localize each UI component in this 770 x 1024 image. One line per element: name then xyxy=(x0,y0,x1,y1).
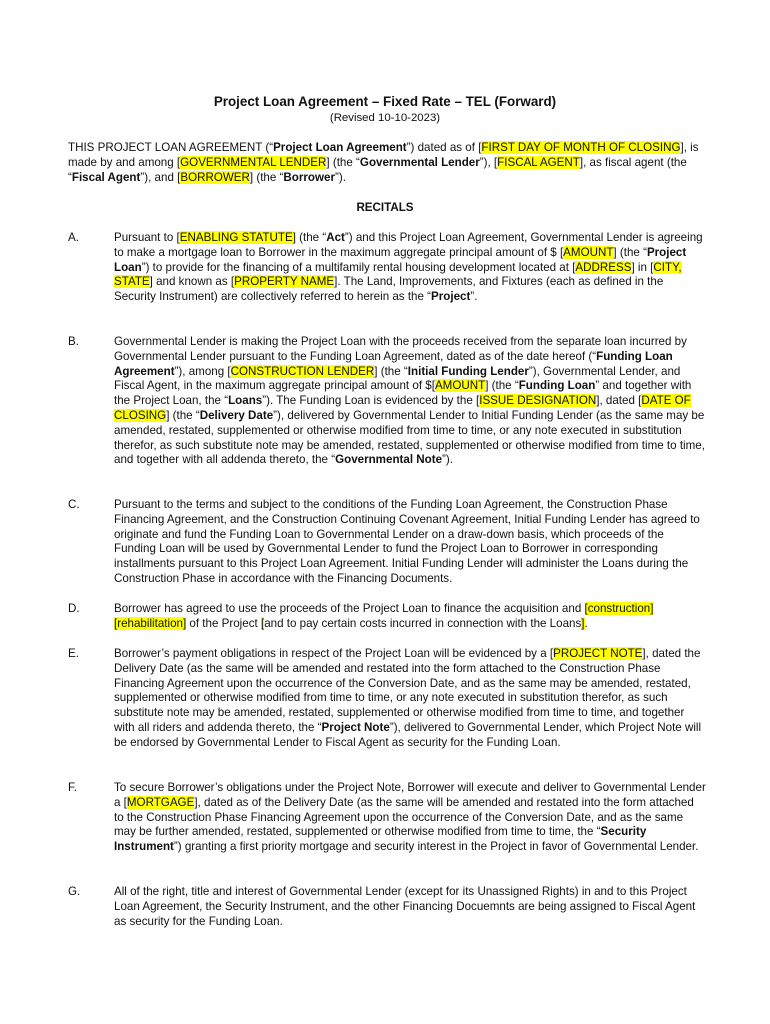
text-run: Borrower’s payment obligations in respect of the Project Loan will be evidenced by a [ xyxy=(114,647,554,660)
placeholder-highlight: ] xyxy=(581,616,585,630)
defined-term: Project xyxy=(431,290,471,304)
document-title: Project Loan Agreement – Fixed Rate – TEL (Forward) xyxy=(213,94,557,109)
defined-term: Project Note xyxy=(321,720,390,734)
placeholder-highlight: [rehabilitation] xyxy=(114,616,187,630)
text-run: ]. The Land, Improvements, and Fixtures (each as defined in the Security Instrument) are collectively referred to herein as the “ xyxy=(114,275,664,304)
placeholder-highlight: FISCAL AGENT xyxy=(497,155,580,169)
recital-text xyxy=(114,602,706,632)
text-run: ] in [ xyxy=(631,260,654,274)
placeholder-highlight: DATE OF CLOSING xyxy=(114,394,691,422)
text-run: ], dated the Delivery Date (as the same will be amended and restated into the form attached to the Construction Phase Financing Agreement upon the occurrence of the Conversion Date, and as the same may be amended, restated, supplemented or otherwise modified from time to time, or any note executed in substitution therefor, as such substitute note may be amended, restated, supplemented or otherwise modified from time to time, and together with all riders and addenda thereto, the “ xyxy=(114,647,701,734)
intro-paragraph xyxy=(68,141,708,185)
text-run: ] (the “ xyxy=(485,379,519,393)
defined-term: Governmental Lender xyxy=(359,155,480,169)
text-run: Pursuant to the terms and subject to the conditions of the Funding Loan Agreement, the Construction Phase Financing Agreement, and the Construction Continuing Covenant Agreement, Initial Funding Lender has agreed to originate and fund the Funding Loan to Governmental Lender on a draw-down basis, which proceeds of the Funding Loan will be used by Governmental Lender to fund the Project Loan to Borrower in corresponding installments pursuant to this Project Loan Agreement. Initial Funding Lender will administer the Loans during the Construction Phase in accordance with the Financing Documents. xyxy=(114,498,700,585)
revision-date: (Revised 10-10-2023) xyxy=(329,112,441,124)
text-run: Governmental Lender is making the Project Loan with the proceeds received from the separate loan incurred by Governmental Lender pursuant to the Funding Loan Agreement, dated as of the date hereof (“ xyxy=(114,335,687,363)
text-run: ”) dated as of [ xyxy=(406,141,482,154)
text-run: ] (the “ xyxy=(326,155,360,169)
text-run: ] (the “ xyxy=(613,245,647,259)
text-run: ”), [ xyxy=(479,155,498,169)
defined-term: Project Loan xyxy=(114,245,687,274)
text-run: ”) and this Project Loan Agreement, Governmental Lender is agreeing to make a mortgage loan to Borrower in the maximum aggregate principal amount of $ [ xyxy=(114,231,703,259)
recital-letter: A. xyxy=(68,231,79,244)
text-run: Borrower has agreed to use the proceeds of the Project Loan to finance the acquisition and xyxy=(114,602,585,615)
defined-term: Funding Loan Agreement xyxy=(114,349,673,378)
defined-term: Loans xyxy=(228,394,263,408)
text-run: All of the right, title and interest of Governmental Lender (except for its Unassigned Rights) in and to this Project Loan Agreement, the Security Instrument, and the other Financing Docuemnts are being assigned to Fiscal Agent as security for the Funding Loan. xyxy=(114,885,696,928)
text-run: ”). xyxy=(442,453,453,467)
text-run: and to pay certain costs incurred in connection with the Loans xyxy=(264,616,582,630)
text-run: ”), Governmental Lender, and Fiscal Agent, in the maximum aggregate principal amount of $[ xyxy=(114,364,681,393)
recital-letter: C. xyxy=(68,498,80,511)
text-run: ], dated [ xyxy=(596,394,642,408)
defined-term: Governmental Note xyxy=(335,453,443,467)
placeholder-highlight: FIRST DAY OF MONTH OF CLOSING xyxy=(481,141,681,154)
placeholder-highlight: ENABLING STATUTE xyxy=(179,231,293,244)
defined-term: Act xyxy=(326,231,345,244)
placeholder-highlight: ISSUE DESIGNATION xyxy=(479,394,597,408)
text-run: To secure Borrower’s obligations under the Project Note, Borrower will execute and deliver to Governmental Lender a [ xyxy=(114,781,706,809)
placeholder-highlight: CITY, STATE xyxy=(114,260,682,289)
placeholder-highlight: GOVERNMENTAL LENDER xyxy=(180,155,327,169)
text-run: ”). xyxy=(334,170,346,184)
placeholder-highlight: MORTGAGE xyxy=(126,795,195,809)
text-run: ”), delivered to Governmental Lender, which Project Note will be endorsed by Governmental Lender to Fiscal Agent as security for the Funding Loan. xyxy=(114,720,702,749)
text-run: ”) granting a first priority mortgage and security interest in the Project in favor of Governmental Lender. xyxy=(173,840,699,854)
text-run: ”) to provide for the financing of a multifamily rental housing development located at [ xyxy=(141,260,576,274)
recital-text xyxy=(114,498,706,587)
text-run: ”), and [ xyxy=(140,170,181,184)
text-run: ], is made by and among [ xyxy=(68,141,699,169)
recital-letter: F. xyxy=(68,781,78,794)
text-run: ] (the “ xyxy=(292,231,327,244)
text-run: ”. xyxy=(470,290,478,304)
text-run: Pursuant to [ xyxy=(114,231,180,244)
defined-term: Fiscal Agent xyxy=(71,170,141,184)
defined-term: Borrower xyxy=(283,170,335,184)
placeholder-highlight: PROPERTY NAME xyxy=(234,275,335,289)
placeholder-highlight: BORROWER xyxy=(180,170,250,184)
text-run: ”), among [ xyxy=(174,364,231,378)
defined-term: Security Instrument xyxy=(114,825,647,854)
recital-letter: B. xyxy=(68,335,79,348)
recital-letter: D. xyxy=(68,602,80,615)
placeholder-highlight: CONSTRUCTION LENDER xyxy=(230,364,375,378)
placeholder-highlight: ADDRESS xyxy=(575,260,632,274)
recital-text xyxy=(114,647,706,751)
recital-text xyxy=(114,781,706,855)
text-run: of the Project xyxy=(186,616,261,630)
text-run: THIS PROJECT LOAN AGREEMENT (“ xyxy=(68,141,274,154)
placeholder-highlight: [ xyxy=(260,616,265,630)
placeholder-highlight: [construction] xyxy=(584,602,654,615)
recital-text xyxy=(114,885,706,929)
defined-term: Initial Funding Lender xyxy=(407,364,529,378)
recital-letter: G. xyxy=(68,885,81,898)
text-run: ] and known as [ xyxy=(149,275,235,289)
text-run: ], as fiscal agent (the “ xyxy=(68,155,687,184)
recitals-heading: RECITALS xyxy=(356,201,414,214)
defined-term: Funding Loan xyxy=(518,379,596,393)
text-run: . xyxy=(584,616,588,630)
text-run: ”). The Funding Loan is evidenced by the [ xyxy=(262,394,480,408)
text-run: ] (the “ xyxy=(166,408,200,422)
defined-term: Project Loan Agreement xyxy=(273,141,407,154)
placeholder-highlight: PROJECT NOTE xyxy=(553,647,643,660)
recital-letter: E. xyxy=(68,647,79,660)
defined-term: Delivery Date xyxy=(199,408,274,422)
recital-text xyxy=(114,335,706,468)
text-run: ] (the “ xyxy=(249,170,284,184)
text-run: ”), delivered by Governmental Lender to Initial Funding Lender (as the same may be amended, restated, supplemented or otherwise modified from time to time, or any note executed in substitution therefor, as such substitute note may be amended, restated, supplemented or otherwise modified from time to time, and together with all addenda thereto, the “ xyxy=(114,408,705,467)
recital-text xyxy=(114,231,706,305)
placeholder-highlight: AMOUNT xyxy=(563,245,614,259)
text-run: ], dated as of the Delivery Date (as the same will be amended and restated into the form attached to the Construction Phase Financing Agreement upon the occurrence of the Conversion Date, and as the same may be further amended, restated, supplemented or otherwise modified from time to time, the “ xyxy=(114,795,694,839)
text-run: ] (the “ xyxy=(374,364,408,378)
text-run: ” and together with the Project Loan, the “ xyxy=(114,379,692,408)
placeholder-highlight: AMOUNT xyxy=(434,379,486,393)
